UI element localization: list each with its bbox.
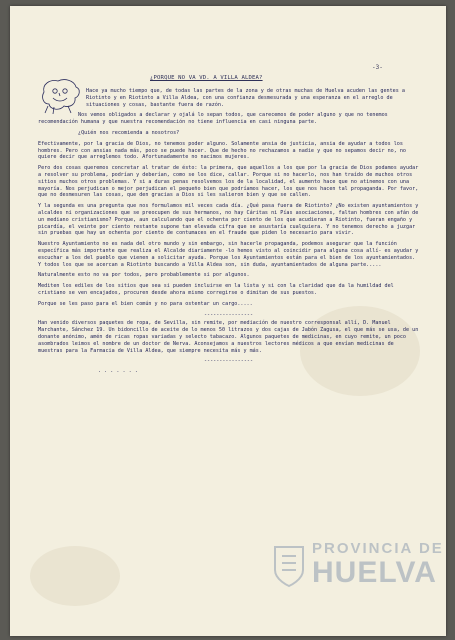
paragraph-donations: Han venido diversos paquetes de ropa, de Sevilla, sin remite, por mediación de nuestro corresponsal allí, D. Manuel Marchante, Sánchez 19. Un bidoncillo de aceite de lo menos 50 litrazos y dos cajas de Jabón Zagusa, el que más se usa, de un donante anónimo, amén de ricas ropas variadas y selecto tabacazo. Algunos paquetes de medicinas, en cuyo remite, un poco asombrados leimos el nombre de un doctor de Nerva. Aconsejamos a nuestros lectores médicos a que envían medicinas de muestras para la Farmacia de Villa Aldea, que siempre necesita más y más. — [38, 320, 419, 354]
paragraph-ayuntamiento: Nuestro Ayuntamiento no es nada del otro mundo y sin embargo, sin hacerle propaganda, podemos asegurar que la función específica más importante que realiza el Alcalde diariamente -lo hemos visto al coincidir para alguna cosa allí- es ayudar y escuchar a los del pueblo que vienen a solicitar ayuda. Porque los Ayuntamientos están para el bien de los ayuntamientados. Y todos los que se acercan a Riotinto buscando a Villa Aldea son, sin duda, ayuntamientados de alguna parte..... — [38, 241, 419, 268]
paragraph-bien-comun: Porque se les paso para el bien común y no para ostentar un cargo..... — [38, 300, 253, 307]
paragraph-second-question: Y la segunda es una pregunta que nos formulamos mil veces cada día. ¿Qué pasa fuera de Riotinto? ¿No existen ayuntamientos y alcaldes ni organizaciones que se preocupen de sus hermanos, no hay Cáritas ni Pías asociaciones, faltan hombres con afán de un mediano cristianismo? Porque, aun calculando que el ochenta por ciento de los que acudieran a Riotinto, fueran engaño y picardía, el veinte por ciento restante supone tan elevada cifra que se asustaría cualquiera. Y no tenemos derecho a juzgar sin pruebas que hay un ochenta por ciento de contumaces en el fraude que piden lo necesario para vivir. — [38, 203, 419, 237]
page-number: -3- — [372, 64, 383, 71]
watermark-line-1: PROVINCIA DE — [312, 540, 444, 557]
paragraph-two-things: Pero dos cosas queremos concretar al tratar de ésto: la primera, que aquellos a los que por la gracia de Dios podamos ayudar a resolver su problema, podrían y deberían, como se los dice, callar. Porque si no hacerlo, nos han traído de muchos otros sitios muchos otros problemas. Y si a duras penas resolvemos los de la localidad, el aumento hace que no atinemos con una mayoría. Nos perjudican o mejor perjudican el pequeño bien que podríamos hacer, los que nos hacen tal propaganda. Por favor, que no desmesuren las cosas, que den gracias a Dios si les salieron bien y que se callen. — [38, 165, 419, 199]
paragraph-no-power: Efectivamente, por la gracia de Dios, no tenemos poder alguno. Solamente ansia de justicia, ansia de ayudar a todos los hombres. Pero con ansias nada más, poco se puede hacer. Que de hecho no rechazamos a nadie y que no sepamos decir no, no quiere decir que arreglemos todo. Afortunadamente no nacimos mujeres. — [38, 140, 407, 161]
section-separator: ---------------- — [203, 358, 254, 365]
paragraph-ediles: Mediten los ediles de los sitios que sea si pueden incluirse en la lista y si con la claridad que da la humildad del cristiano se ven encajados, procuren desde ahora mismo corregirse o dimitan de sus puestos. — [38, 283, 394, 296]
document-page — [10, 6, 446, 636]
document-body — [38, 88, 419, 378]
paper-stain — [30, 546, 120, 606]
trailing-dots: . . . . . . . — [98, 368, 138, 375]
document-heading: ¿PORQUE NO VA VD. A VILLA ALDEA? — [150, 75, 263, 81]
seal-icon — [272, 544, 306, 592]
section-separator: ---------------- — [203, 311, 254, 318]
paragraph-question: ¿Quién nos recomienda a nosotros? — [78, 129, 180, 136]
paragraph-not-for-all: Naturalmente esto no va por todos, pero probablemente si por algunos. — [38, 272, 250, 279]
intro-paragraph: Hace ya mucho tiempo que, de todas las partes de la zona y de otras muchas de Huelva acuden las gentes a Riotinto y en Riotinto a Villa Aldea, con una confianza desmesurada y una esperanza en el arreglo de situaciones y cosas, bastante fuera de razón. — [86, 88, 405, 108]
watermark-line-2: HUELVA — [312, 556, 437, 589]
paragraph-obligation: Nos vemos obligados a declarar y ojalá lo sepan todos, que carecemos de poder alguno y que no tenemos recomendación humana y que nuestra recomendación no tiene influencia en casi ninguna parte. — [38, 112, 388, 126]
